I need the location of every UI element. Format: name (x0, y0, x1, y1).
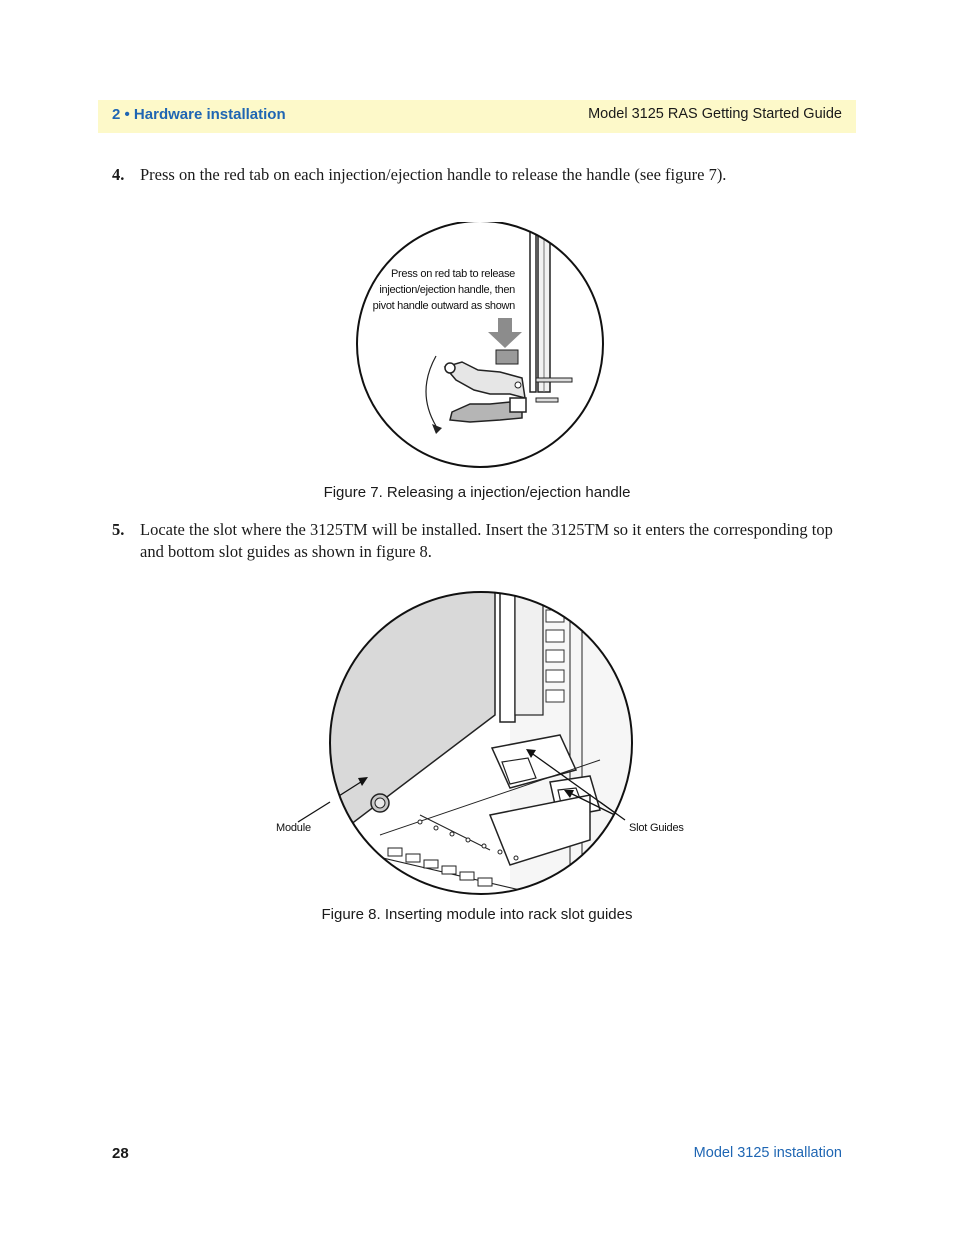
step-number: 4. (112, 165, 125, 184)
note-line: injection/ejection handle, then (379, 284, 515, 296)
header-section: 2 • Hardware installation (112, 106, 286, 123)
header-guide-title: Model 3125 RAS Getting Started Guide (588, 106, 842, 122)
module-label: Module (276, 822, 311, 834)
note-line: Press on red tab to release (391, 268, 515, 280)
figure-8-illustration (270, 590, 690, 900)
figure-8-caption: Figure 8. Inserting module into rack slot guides (321, 906, 633, 923)
page-number: 28 (112, 1145, 129, 1162)
figure-7-illustration (350, 222, 612, 472)
page-header (98, 100, 856, 133)
figure-7-note (345, 266, 515, 314)
step-text: Press on the red tab on each injection/ejection handle to release the handle (see figure 7). (140, 165, 727, 184)
slot-guides-label: Slot Guides (629, 822, 684, 834)
note-line: pivot handle outward as shown (372, 300, 515, 312)
step-text: Locate the slot where the 3125TM will be installed. Insert the 3125TM so it enters the corresponding top and bottom slot guides as shown in figure 8. (140, 520, 833, 561)
footer-section-title: Model 3125 installation (693, 1145, 842, 1161)
step-number: 5. (112, 520, 125, 539)
figure-7-caption: Figure 7. Releasing a injection/ejection handle (323, 484, 631, 501)
